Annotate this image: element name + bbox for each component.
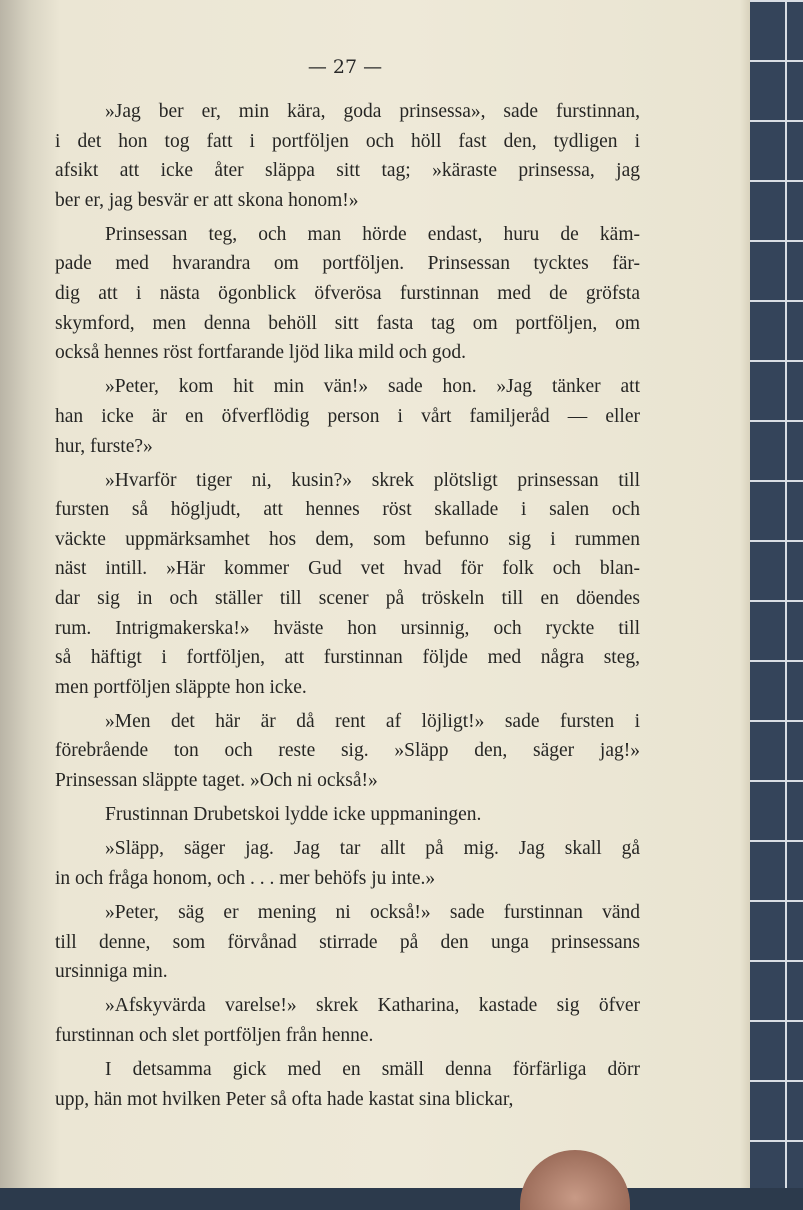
text-line: rum. Intrigmakerska!» hväste hon ursinnig, och ryckte till	[55, 617, 640, 639]
text-line: dar sig in och ställer till scener på tröskeln till en döendes	[55, 588, 640, 609]
text-line: Prinsessan släppte taget. »Och ni också!»	[55, 770, 378, 792]
text-line: »Hvarför tiger ni, kusin?» skrek plötsligt prinsessan till	[105, 469, 640, 491]
text-line: »Jag ber er, min kära, goda prinsessa», sade furstinnan,	[105, 101, 640, 122]
text-line: ber er, jag besvär er att skona honom!»	[55, 189, 359, 211]
text-line: dig att i nästa ögonblick öfverösa furstinnan med de gröfsta	[55, 283, 640, 305]
background-grid-surface	[745, 0, 803, 1188]
text-line: I detsamma gick med en smäll denna förfärliga dörr	[105, 1058, 640, 1080]
text-line: »Men det här är då rent af löjligt!» sade fursten i	[105, 710, 640, 732]
text-line: »Peter, säg er mening ni också!» sade furstinnan vänd	[105, 901, 640, 923]
paragraph	[55, 991, 640, 1050]
page-number: — 27 —	[307, 56, 383, 78]
text-line: Prinsessan teg, och man hörde endast, huru de käm-	[105, 223, 640, 245]
text-line: näst intill. »Här kommer Gud vet hvad för folk och blan-	[55, 558, 640, 580]
text-line: upp, hän mot hvilken Peter så ofta hade kastat sina blickar,	[55, 1088, 514, 1110]
text-line: han icke är en öfverflödig person i vårt familjeråd — eller	[55, 405, 640, 427]
text-line: men portföljen släppte hon icke.	[55, 676, 307, 698]
text-line: förebrående ton och reste sig. »Släpp den, säger jag!»	[55, 740, 640, 762]
text-line: ursinniga min.	[55, 961, 168, 983]
text-line: fursten så högljudt, att hennes röst skallade i salen och	[55, 499, 640, 521]
paragraph	[55, 1055, 640, 1114]
text-line: Frustinnan Drubetskoi lydde icke uppmaningen.	[105, 804, 482, 826]
paragraph	[55, 97, 640, 215]
text-line: hur, furste?»	[55, 435, 153, 457]
text-line: pade med hvarandra om portföljen. Prinsessan tycktes fär-	[55, 253, 640, 275]
paragraph	[55, 220, 640, 368]
text-line: in och fråga honom, och . . . mer behöfs ju inte.»	[55, 867, 436, 889]
text-line: skymford, men denna behöll sitt fasta tag om portföljen, om	[55, 312, 640, 334]
body-text	[55, 97, 640, 1119]
text-line: i det hon tog fatt i portföljen och höll fast den, tydligen i	[55, 130, 640, 152]
text-line: också hennes röst fortfarande ljöd lika mild och god.	[55, 342, 467, 364]
paragraph	[55, 466, 640, 703]
text-line: »Afskyvärda varelse!» skrek Katharina, kastade sig öfver	[105, 995, 640, 1017]
text-line: väckte uppmärksamhet hos dem, som befunno sig i rummen	[55, 528, 640, 550]
text-line: till denne, som förvånad stirrade på den unga prinsessans	[55, 931, 640, 953]
text-line: »Peter, kom hit min vän!» sade hon. »Jag tänker att	[105, 376, 640, 398]
paragraph	[55, 707, 640, 796]
text-line: »Släpp, säger jag. Jag tar allt på mig. Jag skall gå	[105, 838, 640, 860]
text-line: afsikt att icke åter släppa sitt tag; »käraste prinsessa, jag	[55, 160, 640, 182]
text-line: så häftigt i fortföljen, att furstinnan följde med några steg,	[55, 647, 640, 669]
paragraph	[55, 834, 640, 893]
paragraph	[55, 898, 640, 987]
text-line: furstinnan och slet portföljen från henne.	[55, 1024, 374, 1046]
paragraph	[55, 372, 640, 461]
paragraph	[55, 800, 640, 830]
